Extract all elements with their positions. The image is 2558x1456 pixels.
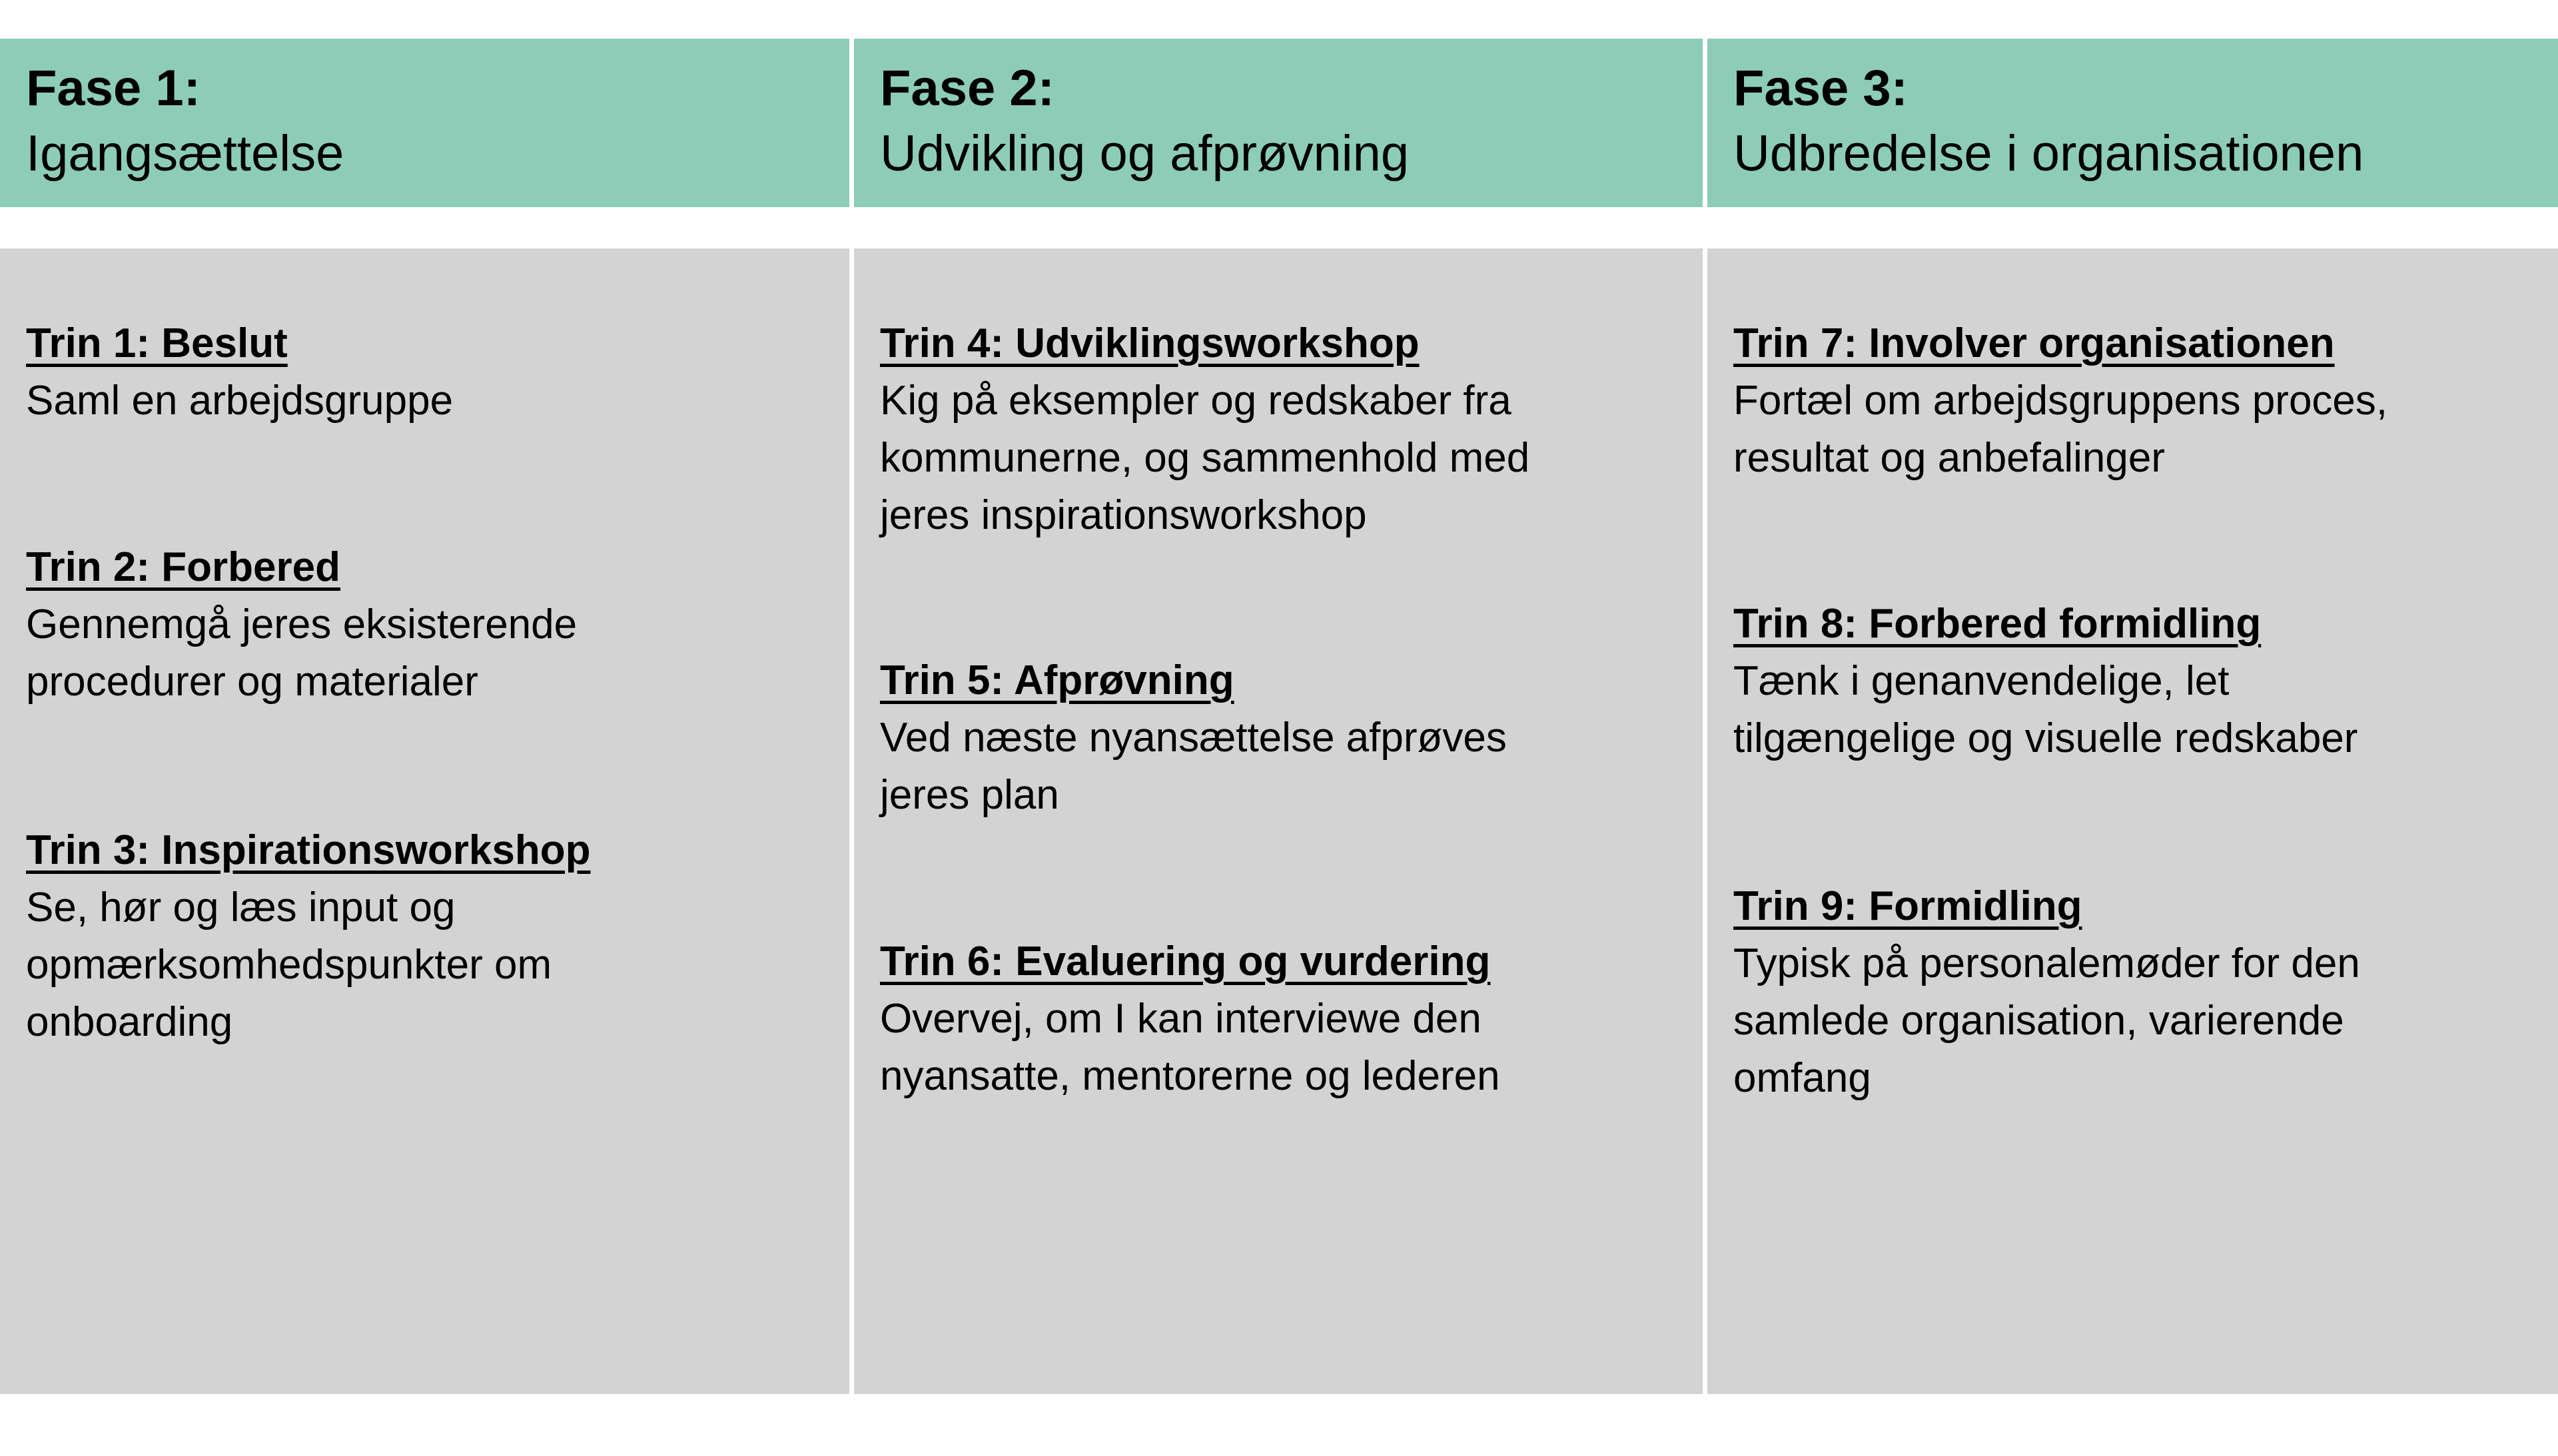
step-8 xyxy=(1733,595,2545,767)
step-9-title: Trin 9: Formidling xyxy=(1733,883,2082,929)
step-2 xyxy=(26,539,836,711)
step-6 xyxy=(880,933,1689,1105)
phase-2-header xyxy=(854,39,1703,207)
step-8-line-2: tilgængelige og visuelle redskaber xyxy=(1733,715,2358,761)
step-5-title: Trin 5: Afprøvning xyxy=(880,657,1234,703)
step-1-description xyxy=(26,372,836,430)
phase-3-header xyxy=(1707,39,2558,207)
step-2-description xyxy=(26,596,836,711)
step-9-description xyxy=(1733,935,2545,1107)
step-6-description xyxy=(880,990,1689,1105)
step-5-description xyxy=(880,709,1689,824)
step-7-title: Trin 7: Involver organisationen xyxy=(1733,320,2335,366)
step-3-description xyxy=(26,879,836,1051)
phase-2-column xyxy=(854,248,1703,1394)
step-9 xyxy=(1733,878,2545,1107)
step-6-title: Trin 6: Evaluering og vurdering xyxy=(880,938,1491,984)
step-7-line-1: Fortæl om arbejdsgruppens proces, xyxy=(1733,378,2388,424)
phase-1-column xyxy=(0,248,849,1394)
step-3-line-3: onboarding xyxy=(26,999,233,1045)
phase-2-title: Udvikling og afprøvning xyxy=(880,125,1410,182)
phase-1-title: Igangsættelse xyxy=(26,125,344,182)
phase-3-title: Udbredelse i organisationen xyxy=(1733,125,2364,182)
step-2-line-1: Gennemgå jeres eksisterende xyxy=(26,601,578,647)
step-5-line-2: jeres plan xyxy=(880,772,1059,818)
step-3-title: Trin 3: Inspirationsworkshop xyxy=(26,827,591,873)
phase-1-header xyxy=(0,39,849,207)
step-8-title: Trin 8: Forbered formidling xyxy=(1733,601,2262,647)
step-6-line-1: Overvej, om I kan interviewe den xyxy=(880,996,1482,1042)
step-2-line-2: procedurer og materialer xyxy=(26,659,478,705)
step-3-line-1: Se, hør og læs input og xyxy=(26,885,456,930)
step-4 xyxy=(880,315,1689,544)
step-3-line-2: opmærksomhedspunkter om xyxy=(26,942,552,988)
step-4-line-2: kommunerne, og sammenhold med xyxy=(880,435,1530,481)
step-7-line-2: resultat og anbefalinger xyxy=(1733,435,2166,481)
step-8-line-1: Tænk i genanvendelige, let xyxy=(1733,658,2230,704)
step-2-title: Trin 2: Forbered xyxy=(26,544,340,590)
step-3 xyxy=(26,822,836,1051)
step-5 xyxy=(880,652,1689,824)
step-6-line-2: nyansatte, mentorerne og lederen xyxy=(880,1053,1500,1099)
step-1-title: Trin 1: Beslut xyxy=(26,320,288,366)
step-1-line-1: Saml en arbejdsgruppe xyxy=(26,378,454,424)
phase-3-label: Fase 3: xyxy=(1733,60,1908,117)
step-7 xyxy=(1733,315,2545,487)
phase-3-column xyxy=(1707,248,2558,1394)
phase-1-label: Fase 1: xyxy=(26,60,201,117)
step-1 xyxy=(26,315,836,430)
step-4-description xyxy=(880,372,1689,544)
step-9-line-3: omfang xyxy=(1733,1055,1871,1101)
step-9-line-1: Typisk på personalemøder for den xyxy=(1733,940,2360,986)
step-8-description xyxy=(1733,653,2545,767)
step-9-line-2: samlede organisation, varierende xyxy=(1733,998,2344,1044)
step-4-line-1: Kig på eksempler og redskaber fra xyxy=(880,378,1511,424)
step-4-line-3: jeres inspirationsworkshop xyxy=(880,492,1367,538)
phase-2-label: Fase 2: xyxy=(880,60,1055,117)
step-4-title: Trin 4: Udviklingsworkshop xyxy=(880,320,1420,366)
step-7-description xyxy=(1733,372,2545,487)
step-5-line-1: Ved næste nyansættelse afprøves xyxy=(880,715,1507,761)
